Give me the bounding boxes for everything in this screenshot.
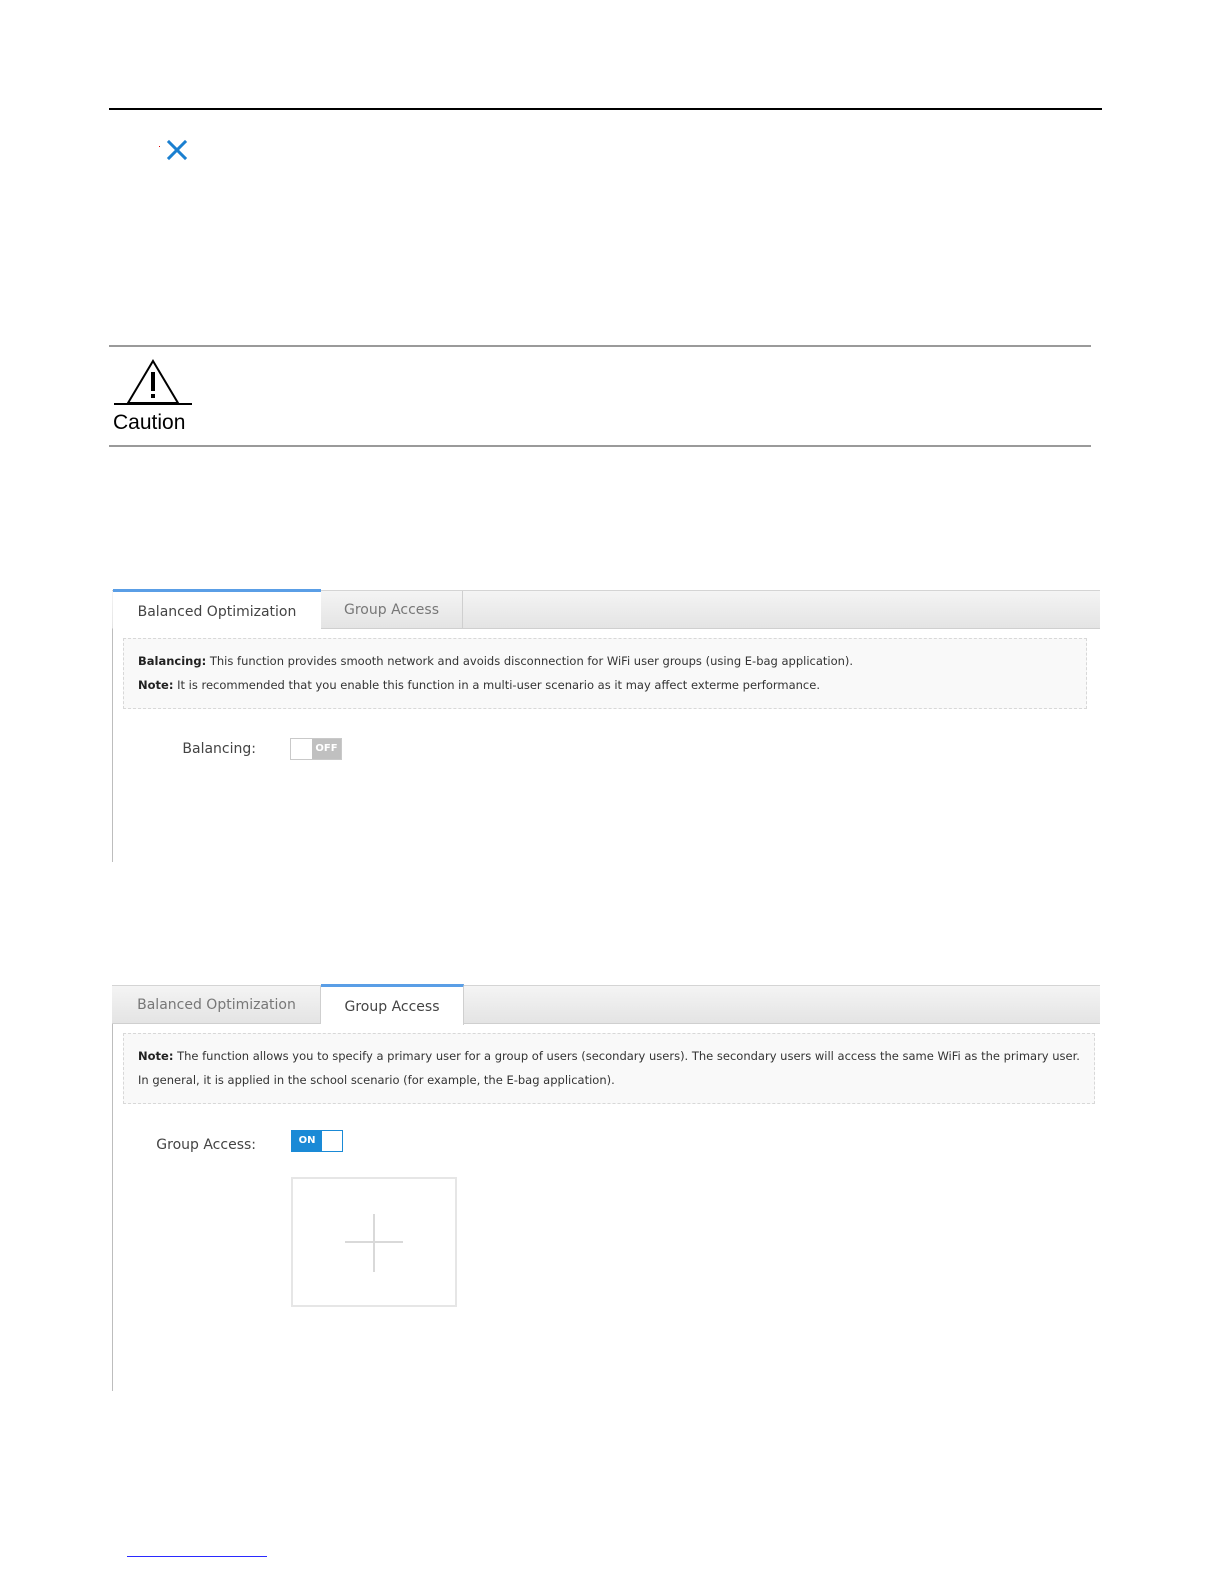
- tab-balanced-optimization[interactable]: Balanced Optimization: [113, 986, 321, 1024]
- caution-label: Caution: [113, 411, 186, 434]
- info-note: [123, 1033, 1095, 1104]
- note-line-2: [138, 673, 1072, 697]
- toggle-state-text: OFF: [312, 739, 341, 759]
- group-access-label: Group Access:: [156, 1137, 256, 1153]
- balanced-optimization-panel: [112, 590, 1100, 862]
- note-text: The function allows you to specify a primary user for a group of users (secondary users). The secondary users will access the same WiFi as the primary user. In general, it is applied in the school scenario (for example, the E-bag application).: [138, 1049, 1080, 1087]
- balancing-toggle[interactable]: [290, 738, 342, 760]
- header-rule: [109, 108, 1102, 110]
- group-access-toggle[interactable]: [291, 1130, 343, 1152]
- note-text: It is recommended that you enable this function in a multi-user scenario as it may affect exterme performance.: [173, 678, 820, 692]
- add-group-button[interactable]: [291, 1177, 457, 1307]
- tab-group-access[interactable]: Group Access: [321, 984, 464, 1025]
- panel-left-border: [112, 590, 113, 862]
- tab-balanced-optimization[interactable]: Balanced Optimization: [113, 589, 321, 630]
- footer-link-underline: [127, 1556, 267, 1557]
- note-heading-balancing: Balancing:: [138, 654, 207, 668]
- note-line-1: [138, 1044, 1080, 1092]
- caution-top-rule: [109, 345, 1091, 347]
- caution-bottom-rule: [109, 445, 1091, 447]
- plus-icon-vertical: [373, 1214, 375, 1272]
- tab-bar: [112, 590, 1100, 629]
- balancing-label: Balancing:: [182, 741, 256, 757]
- caution-triangle-icon: [113, 358, 193, 408]
- note-heading-note: Note:: [138, 1049, 174, 1063]
- toggle-knob: [291, 739, 313, 759]
- tab-bar: [112, 985, 1100, 1024]
- toggle-knob: [322, 1131, 342, 1151]
- note-heading-note: Note:: [138, 678, 174, 692]
- close-icon: [166, 139, 188, 161]
- toggle-state-text: ON: [292, 1131, 322, 1151]
- tab-group-access[interactable]: Group Access: [321, 591, 463, 629]
- info-note: [123, 638, 1087, 709]
- panel-left-border: [112, 985, 113, 1391]
- note-line-1: [138, 649, 1072, 673]
- note-text: This function provides smooth network and avoids disconnection for WiFi user groups (using E-bag application).: [206, 654, 854, 668]
- group-access-panel: [112, 985, 1100, 1391]
- red-dot-mark: [159, 146, 160, 147]
